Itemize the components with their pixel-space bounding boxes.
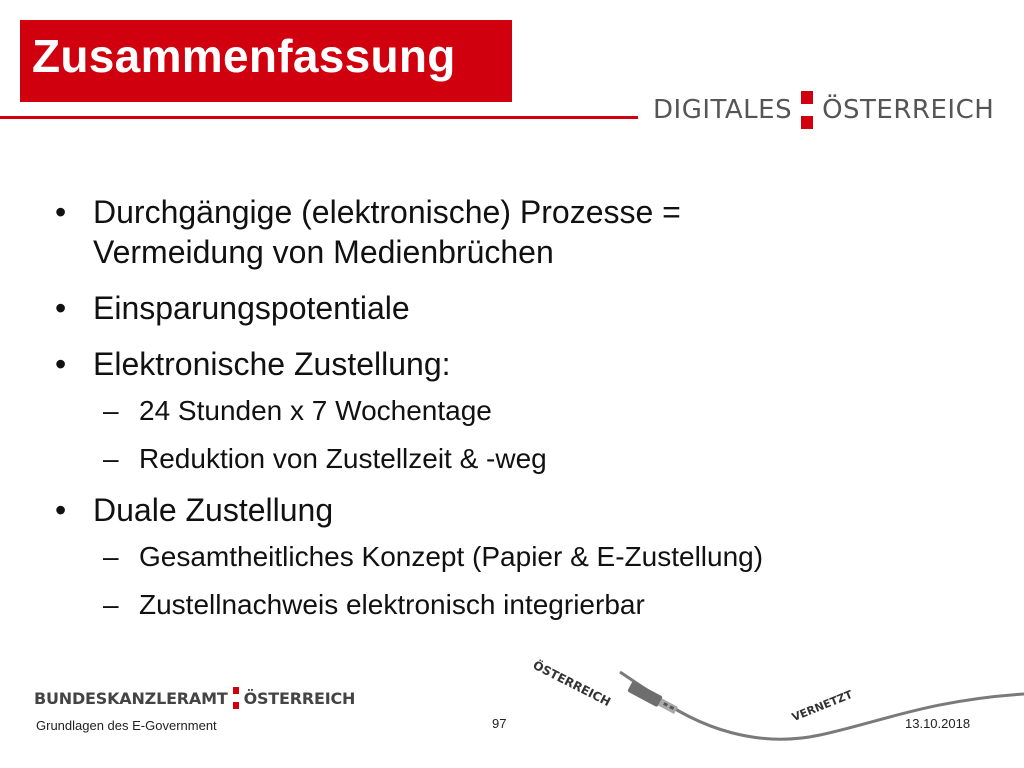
bullet-text-continued: Vermeidung von Medienbrüchen [93,234,554,270]
bundeskanzleramt-logo [34,686,355,710]
usb-plug-icon [627,681,679,716]
page-number: 97 [492,716,507,731]
brand-left-text: DIGITALES [653,95,793,125]
footer-course-title: Grundlagen des E-Government [36,718,217,733]
brand-right-text: ÖSTERREICH [822,95,995,125]
footer-logo-right: ÖSTERREICH [243,688,356,708]
oesterreich-stamp: ÖSTERREICH [530,658,613,710]
bullet-text: Elektronische Zustellung: [93,346,451,382]
dash-marker: – [103,395,119,426]
bullet-text: Durchgängige (elektronische) Prozesse = [93,194,681,230]
dash-marker: – [103,443,119,474]
bullet-text: Duale Zustellung [93,492,334,528]
bullet-text: Einsparungspotentiale [93,290,410,326]
footer-date: 13.10.2018 [905,716,971,731]
sub-bullet-text: 24 Stunden x 7 Wochentage [139,395,492,426]
dash-marker: – [103,589,119,620]
bullet-marker: • [55,492,67,528]
sub-bullet-text: Gesamtheitliches Konzept (Papier & E-Zustellung) [139,541,764,572]
austrian-flag-icon [233,687,239,709]
dash-marker: – [103,541,119,572]
bullet-marker: • [55,290,67,326]
sub-bullet-text: Zustellnachweis elektronisch integrierbar [139,589,645,620]
sub-bullet-text: Reduktion von Zustellzeit & -weg [139,443,547,474]
bullet-marker: • [55,194,67,230]
slide-title: Zusammenfassung [32,30,456,82]
bullet-marker: • [55,346,67,382]
vernetzt-stamp: VERNETZT [790,687,855,725]
footer-logo-left: BUNDESKANZLERAMT [34,688,228,708]
